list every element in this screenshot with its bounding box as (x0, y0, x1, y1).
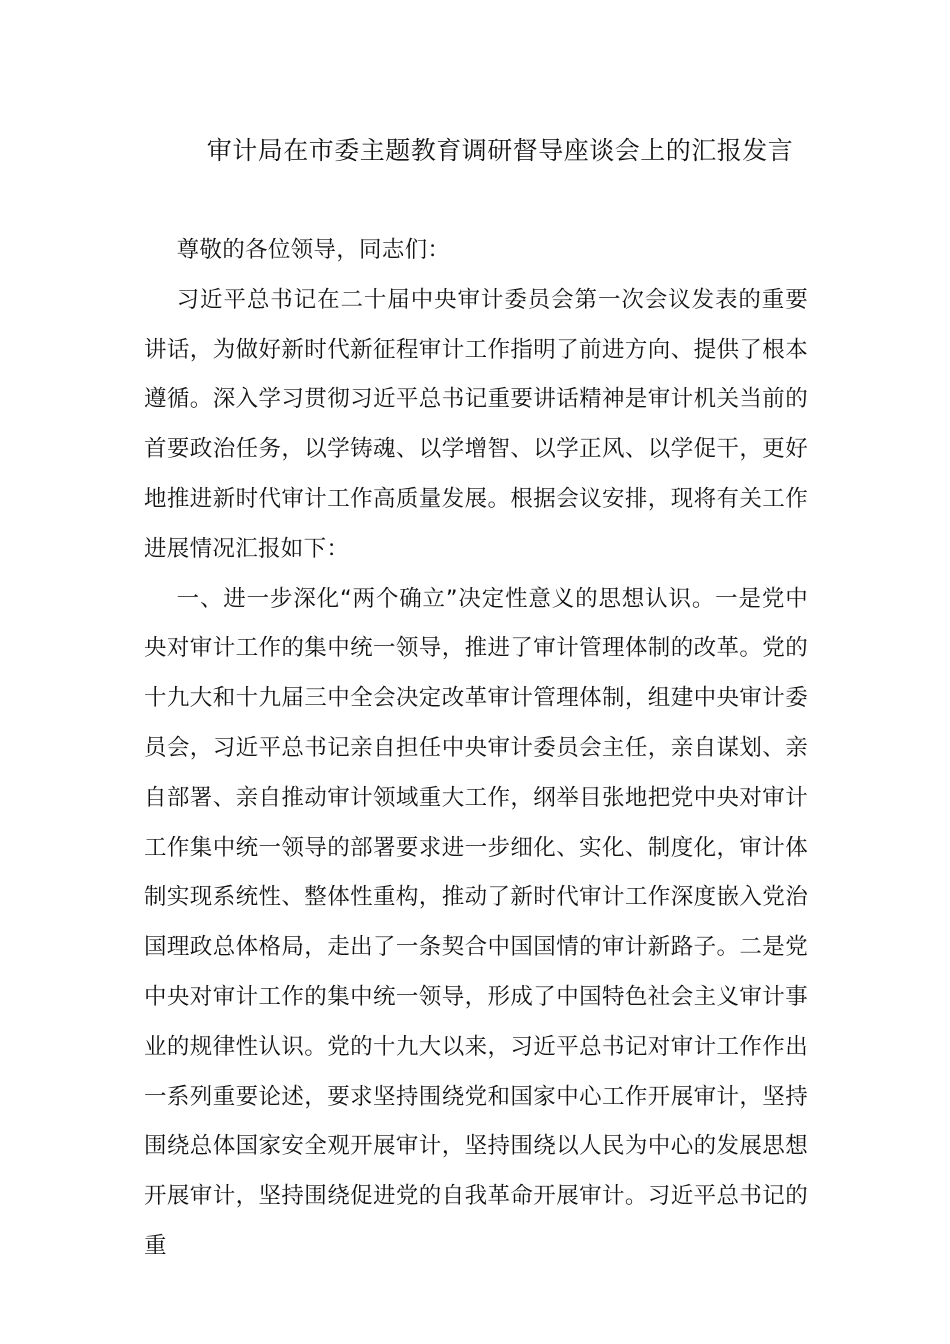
paragraph-intro: 习近平总书记在二十届中央审计委员会第一次会议发表的重要讲话，为做好新时代新征程审计工作指明了前进方向、提供了根本遵循。深入学习贯彻习近平总书记重要讲话精神是审计机关当前的首要政治任务，以学铸魂、以学增智、以学正风、以学促干，更好地推进新时代审计工作高质量发展。根据会议安排，现将有关工作进展情况汇报如下： (144, 286, 808, 562)
paragraph-section-one: 一、进一步深化“两个确立”决定性意义的思想认识。一是党中央对审计工作的集中统一领导，推进了审计管理体制的改革。党的十九大和十九届三中全会决定改革审计管理体制，组建中央审计委员会，习近平总书记亲自担任中央审计委员会主任，亲自谋划、亲自部署、亲自推动审计领域重大工作，纲举目张地把党中央对审计工作集中统一领导的部署要求进一步细化、实化、制度化，审计体制实现系统性、整体性重构，推动了新时代审计工作深度嵌入党治国理政总体格局，走出了一条契合中国国情的审计新路子。二是党中央对审计工作的集中统一领导，形成了中国特色社会主义审计事业的规律性认识。党的十九大以来，习近平总书记对审计工作作出一系列重要论述，要求坚持围绕党和国家中心工作开展审计，坚持围绕总体国家安全观开展审计，坚持围绕以人民为中心的发展思想开展审计，坚持围绕促进党的自我革命开展审计。习近平总书记的重 (144, 585, 808, 1259)
salutation: 尊敬的各位领导，同志们： (176, 237, 451, 263)
document-title: 审计局在市委主题教育调研督导座谈会上的汇报发言 (206, 136, 794, 165)
document-body (144, 226, 808, 1272)
